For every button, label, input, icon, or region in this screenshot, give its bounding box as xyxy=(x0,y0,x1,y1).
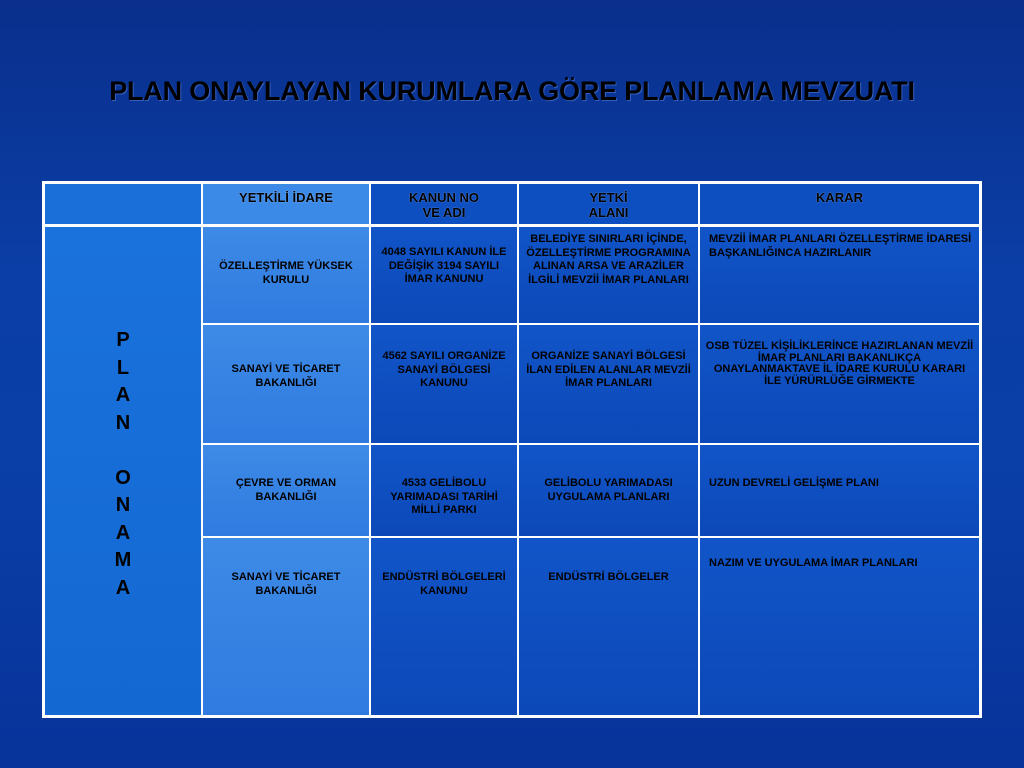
slide-title: PLAN ONAYLAYAN KURUMLARA GÖRE PLANLAMA MEVZUATI xyxy=(109,76,915,106)
row2-idare: SANAYİ VE TİCARET BAKANLIĞI xyxy=(203,325,371,445)
side-letter: P xyxy=(116,329,130,351)
side-letter: L xyxy=(116,356,130,379)
side-letter xyxy=(45,437,201,465)
row1-idare: ÖZELLEŞTİRME YÜKSEK KURULU xyxy=(203,227,371,325)
side-letter: O xyxy=(115,466,131,489)
row2-kanun: 4562 SAYILI ORGANİZE SANAYİ BÖLGESİ KANUNU xyxy=(371,325,519,445)
row2-alan: ORGANİZE SANAYİ BÖLGESİ İLAN EDİLEN ALANLAR MEVZİİ İMAR PLANLARI xyxy=(519,325,700,445)
side-letter: A xyxy=(115,521,131,544)
header-karar xyxy=(700,184,979,227)
row4-alan: ENDÜSTRİ BÖLGELER xyxy=(519,538,700,715)
header-label: VE ADI xyxy=(422,205,466,220)
side-letter: M xyxy=(114,549,132,571)
header-label: KANUN NO xyxy=(408,190,480,205)
row3-alan: GELİBOLU YARIMADASI UYGULAMA PLANLARI xyxy=(519,445,700,538)
side-letter: A xyxy=(115,384,131,406)
row1-karar: MEVZİİ İMAR PLANLARI ÖZELLEŞTİRME İDARESİ BAŞKANLIĞINCA HAZIRLANIR xyxy=(700,227,979,325)
row1-kanun: 4048 SAYILI KANUN İLE DEĞİŞİK 3194 SAYILI İMAR KANUNU xyxy=(371,227,519,325)
header-label: YETKİ xyxy=(589,190,628,205)
table-grid xyxy=(203,184,979,715)
header-label: KARAR xyxy=(816,190,863,205)
side-letter: A xyxy=(115,576,131,599)
row3-karar: UZUN DEVRELİ GELİŞME PLANI xyxy=(700,445,979,538)
row3-kanun: 4533 GELİBOLU YARIMADASI TARİHİ MİLLİ PARKI xyxy=(371,445,519,538)
side-letter: N xyxy=(115,494,131,516)
row1-alan: BELEDİYE SINIRLARI İÇİNDE, ÖZELLEŞTİRME PROGRAMINA ALINAN ARSA VE ARAZİLER İLGİLİ MEVZİİ İMAR PLANLARI xyxy=(519,227,700,325)
side-header-cell xyxy=(45,184,203,227)
header-label: YETKİLİ İDARE xyxy=(239,190,333,205)
row2-karar: OSB TÜZEL KİŞİLİKLERİNCE HAZIRLANAN MEVZİİ İMAR PLANLARI BAKANLIKÇA ONAYLANMAKTAVE İL İDARE KURULU KARARI İLE YÜRÜRLÜĞE GİRMEKTE xyxy=(700,325,979,445)
row4-karar: NAZIM VE UYGULAMA İMAR PLANLARI xyxy=(700,538,979,715)
side-letter: N xyxy=(115,411,131,434)
row4-idare: SANAYİ VE TİCARET BAKANLIĞI xyxy=(203,538,371,715)
planning-table xyxy=(42,181,982,718)
header-yetki-alani xyxy=(519,184,700,227)
row3-idare: ÇEVRE VE ORMAN BAKANLIĞI xyxy=(203,445,371,538)
header-label: ALANI xyxy=(588,205,629,220)
row4-kanun: ENDÜSTRİ BÖLGELERİ KANUNU xyxy=(371,538,519,715)
side-label-column xyxy=(45,227,203,715)
header-yetkili-idare xyxy=(203,184,371,227)
header-kanun-no xyxy=(371,184,519,227)
plan-onama-label xyxy=(45,327,201,602)
